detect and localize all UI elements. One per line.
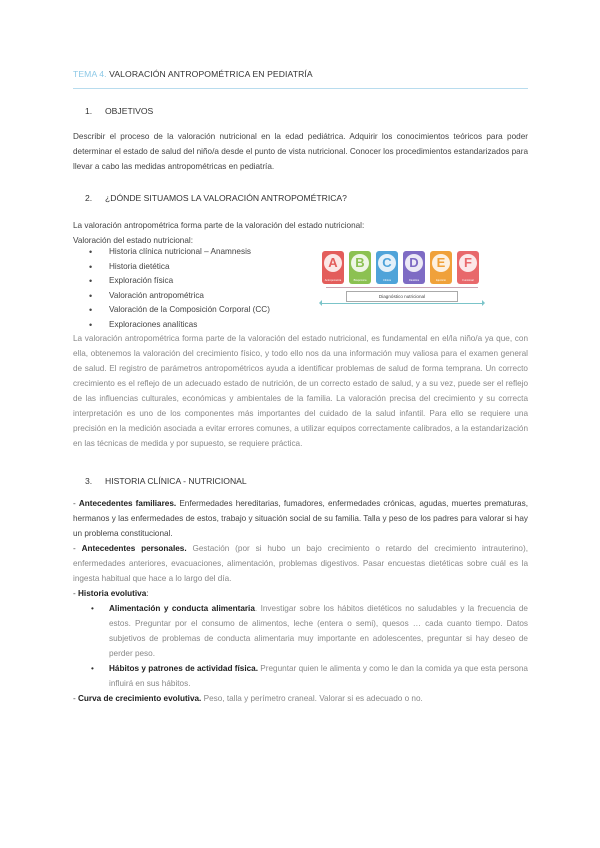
card-d [403, 251, 425, 284]
intro-paragraph: La valoración antropométrica forma parte de la valoración del estado nutricional: Valoración del estado nutricional: [73, 221, 365, 245]
card-label: Ejercicio [436, 279, 446, 282]
abcdef-infographic [318, 251, 486, 321]
page-header [73, 69, 313, 79]
header-divider [73, 88, 528, 89]
valoracion-list [73, 245, 313, 332]
card-label: Antropometría [324, 279, 342, 282]
list-item: • Valoración antropométrica [73, 289, 313, 304]
list-item: • Historia dietética [73, 260, 313, 275]
section-heading-objetivos: 1. OBJETIVOS [85, 106, 154, 116]
card-letter: A [324, 254, 342, 272]
historia-evolutiva: - Historia evolutiva: [73, 589, 149, 598]
card-f [457, 251, 479, 284]
valoracion-paragraph: La valoración antropométrica forma parte de la valoración del estado nutricional, es fundamental en el/la niño/a ya que, con ella, obtenemos la valoración del crecimiento físico, y todo ello nos da una información muy valiosa para el examen general de salud. El registro de parámetros antropométricos ayuda a identificar problemas de salud de forma temprana. Un correcto crecimiento es el reflejo de un adecuado estado de nutrición, de un correcto estado de salud, y a su vez, puede ser el reflejo de las influencias culturales, económicas y ambientales de la familia. La valoración precisa del crecimiento y su correcta interpretación es uno de los componentes más importantes del cuidado de la salud infantil. Para ello se requiere una precisión en la medición asociada a evitar errores comunes, a utilizar equipos correctamente calibrados, a la estandarización en las técnicas de medida y por supuesto, se requiere práctica. [73, 334, 528, 448]
section-heading-donde: 2. ¿DÓNDE SITUAMOS LA VALORACIÓN ANTROPOMÉTRICA? [85, 193, 347, 203]
card-e [430, 251, 452, 284]
alimentacion-item: • Alimentación y conducta alimentaria. Investigar sobre los hábitos dietéticos no saludables y la frecuencia de estos. Preguntar por el consumo de alimentos, leche (entera o semi), quesos … cada cuanto tiempo. Datos subjetivos de problemas de conducta alimentaria muy importante en adolescentes, preguntar si hay deseo de perder peso. [73, 601, 528, 661]
card-label: Bioquímica [353, 279, 367, 282]
card-c [376, 251, 398, 284]
card-label: Funcional [462, 279, 474, 282]
card-b [349, 251, 371, 284]
card-label: Clínica [383, 279, 391, 282]
double-arrow-icon [322, 303, 482, 304]
objetivos-paragraph: Describir el proceso de la valoración nutricional en la edad pediátrica. Adquirir los conocimientos teóricos para poder determinar el estado de salud del niño/a desde el punto de vista nutricional. Conocer los procedimientos estandarizados para llevar a cabo las medidas antropométricas en pediatría. [73, 132, 528, 171]
card-a [322, 251, 344, 284]
list-item: • Exploración física [73, 274, 313, 289]
card-label: Dietética [408, 279, 420, 282]
antecedentes-familiares: - Antecedentes familiares. Enfermedades hereditarias, fumadores, enfermedades crónicas, agudas, muertes prematuras, hermanos y las enfermedades de estos, trabajo y situación social de su familia. Talla y peso de los padres para valorar si hay un problema constitucional. [73, 499, 528, 538]
card-letter: B [351, 254, 369, 272]
habitos-item: • Hábitos y patrones de actividad física. Preguntar quien le alimenta y como le dan la comida ya que esta persona influirá en sus hábitos. [73, 661, 528, 691]
list-item: • Exploraciones analíticas [73, 318, 313, 333]
list-item: • Valoración de la Composición Corporal (CC) [73, 303, 313, 318]
list-item: • Historia clínica nutricional – Anamnesis [73, 245, 313, 260]
card-letter: C [378, 254, 396, 272]
card-letter: D [405, 254, 423, 272]
diagnosis-label: Diagnóstico nutricional [346, 291, 458, 302]
diagnosis-bracket [326, 287, 478, 288]
section-heading-historia: 3. HISTORIA CLÍNICA - NUTRICIONAL [85, 476, 247, 486]
historia-clinica-body [73, 496, 528, 706]
card-letter: F [459, 254, 477, 272]
tema-label: TEMA 4. [73, 69, 107, 79]
card-letter: E [432, 254, 450, 272]
antecedentes-personales: - Antecedentes personales. Gestación (por si hubo un bajo crecimiento o retardo del crecimiento intrauterino), enfermedades anteriores, evacuaciones, alimentación, problemas digestivos. Pasar encuestas dietéticas sobre cuál es la ingesta habitual que hace a lo largo del día. [73, 544, 528, 583]
curva-crecimiento: - Curva de crecimiento evolutiva. Peso, talla y perímetro craneal. Valorar si es adecuado o no. [73, 694, 423, 703]
header-title: VALORACIÓN ANTROPOMÉTRICA EN PEDIATRÍA [109, 69, 313, 79]
